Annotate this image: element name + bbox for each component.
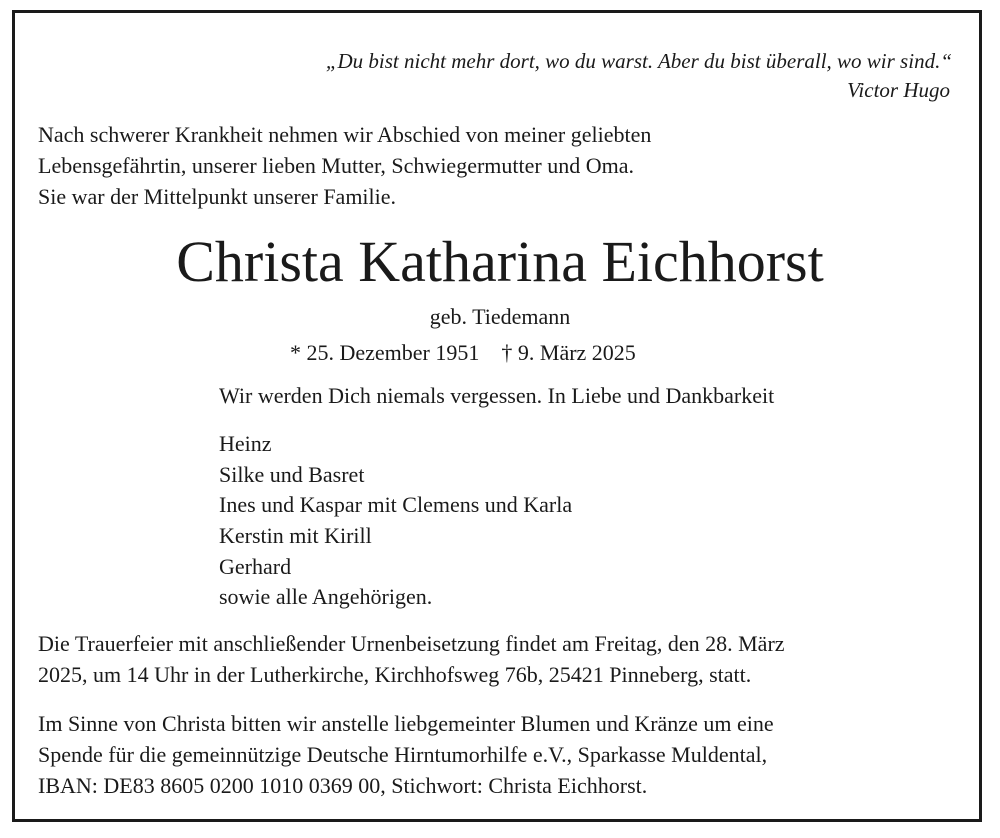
mourner-entry: Kerstin mit Kirill (219, 523, 372, 549)
intro-line: Lebensgefährtin, unserer lieben Mutter, Schwiegermutter und Oma. (38, 153, 634, 178)
death-date: † 9. März 2025 (501, 340, 636, 365)
dedication-line: Wir werden Dich niemals vergessen. In Liebe und Dankbarkeit (219, 383, 775, 408)
mourner-entry: Ines und Kaspar mit Clemens und Karla (219, 492, 573, 518)
donation-line: IBAN: DE83 8605 0200 1010 0369 00, Stichwort: Christa Eichhorst. (38, 773, 648, 798)
intro-paragraph (38, 119, 651, 212)
service-paragraph (38, 628, 785, 690)
life-dates (290, 337, 636, 369)
birth-date: * 25. Dezember 1951 (290, 340, 480, 365)
deceased-name: Christa Katharina Eichhorst (176, 229, 824, 294)
service-line: Die Trauerfeier mit anschließender Urnenbeisetzung findet am Freitag, den 28. März (38, 631, 785, 656)
mourners-list (219, 429, 572, 613)
birth-name: geb. Tiedemann (429, 304, 571, 329)
donation-line: Spende für die gemeinnützige Deutsche Hirntumorhilfe e.V., Sparkasse Muldental, (38, 742, 768, 767)
donation-paragraph (38, 708, 774, 801)
mourner-entry: Heinz (219, 431, 272, 456)
donation-line: Im Sinne von Christa bitten wir anstelle liebgemeinter Blumen und Kränze um eine (38, 711, 774, 736)
epigraph-author: Victor Hugo (847, 78, 950, 102)
mourner-entry: Gerhard (219, 553, 292, 579)
mourner-entry: Silke und Basret (219, 461, 365, 487)
epigraph-quote: „Du bist nicht mehr dort, wo du warst. Aber du bist überall, wo wir sind.“ (325, 49, 952, 73)
service-line: 2025, um 14 Uhr in der Lutherkirche, Kirchhofsweg 76b, 25421 Pinneberg, statt. (38, 662, 752, 687)
mourner-entry: sowie alle Angehörigen. (219, 584, 433, 610)
intro-line: Nach schwerer Krankheit nehmen wir Abschied von meiner geliebten (38, 122, 652, 147)
intro-line: Sie war der Mittelpunkt unserer Familie. (38, 184, 397, 209)
